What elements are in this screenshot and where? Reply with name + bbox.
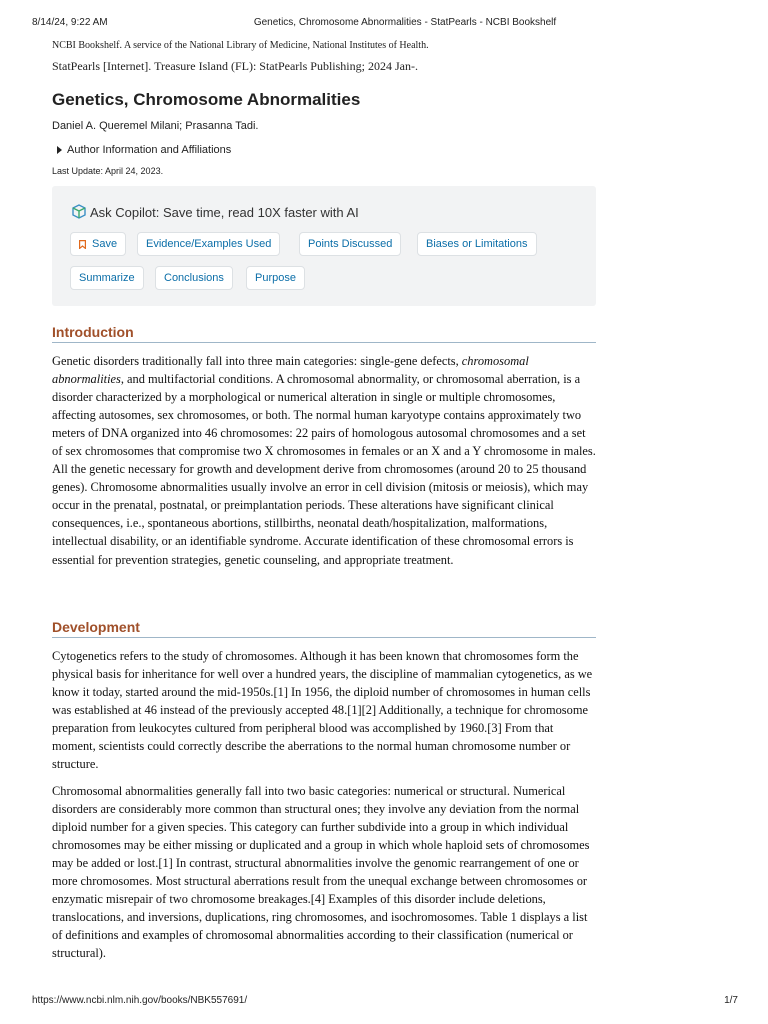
article — [52, 40, 596, 306]
copilot-panel — [52, 186, 596, 306]
intro-text-2: , and multifactorial conditions. A chromosomal abnormality, or chromosomal aberration, is a disorder characterized by a morphological or numerical alteration in single or multiple chromosomes, affecting autosomes, sex chromosomes, or both. The normal human karyotype contains approximately two meters of DNA organized into 46 chromosomes: 22 pairs of homologous autosomal chromosomes and a set of sex chromosomes that compromise two X chromosomes in females or an X and a Y chromosome in males. All the genetic necessary for growth and development derive from chromosomes (around 20 to 25 thousand genes). Chromosome abnormalities usually involve an error in cell division (mitosis or meiosis), which may occur in the prenatal, postnatal, or preimplantation periods. These alterations have significant clinical consequences, i.e., spontaneous abortions, stillbirths, neonatal death/hospitalization, malformations, intellectual disability, or an identifiable syndrome. Accurate identification of these chromosomal errors is essential for prevention strategies, genetic counseling, and appropriate treatment. — [52, 372, 596, 567]
copilot-evidence-button[interactable]: Evidence/Examples Used — [137, 232, 280, 256]
citation-line: StatPearls [Internet]. Treasure Island (FL): StatPearls Publishing; 2024 Jan-. — [52, 59, 418, 73]
save-label: Save — [92, 238, 118, 250]
copilot-heading-text: Ask Copilot: Save time, read 10X faster with AI — [90, 204, 359, 220]
page-title: Genetics, Chromosome Abnormalities — [52, 90, 361, 109]
print-datetime: 8/14/24, 9:22 AM — [32, 17, 108, 28]
introduction-paragraph — [52, 352, 596, 569]
print-url: https://www.ncbi.nlm.nih.gov/books/NBK557691/ — [32, 995, 248, 1006]
print-header — [32, 17, 738, 31]
copilot-biases-button[interactable]: Biases or Limitations — [417, 232, 537, 256]
author-info-label: Author Information and Affiliations — [67, 144, 232, 156]
intro-text-1: Genetic disorders traditionally fall into three main categories: single-gene defects, — [52, 354, 462, 368]
copilot-summarize-button[interactable]: Summarize — [70, 266, 144, 290]
article-body — [52, 324, 596, 994]
intro-italic: chromosomal abnormalities — [52, 354, 529, 387]
print-page-number: 1/7 — [724, 995, 738, 1006]
author-info-toggle[interactable] — [57, 144, 596, 156]
print-page-title: Genetics, Chromosome Abnormalities - StatPearls - NCBI Bookshelf — [253, 17, 557, 28]
copilot-save-button[interactable] — [70, 232, 126, 256]
copilot-conclusions-button[interactable]: Conclusions — [155, 266, 233, 290]
caret-right-icon — [57, 146, 62, 154]
copilot-icon — [70, 203, 88, 221]
authors[interactable]: Daniel A. Queremel Milani; Prasanna Tadi. — [52, 120, 259, 132]
copilot-purpose-button[interactable]: Purpose — [246, 266, 305, 290]
section-heading-development: Development — [52, 619, 596, 638]
copilot-heading[interactable] — [70, 203, 359, 221]
development-paragraph-2: Chromosomal abnormalities generally fall into two basic categories: numerical or structural. Numerical disorders are considerably more common than structural ones; they involve any deviation from the normal diploid number for a given species. This category can further subdivide into a group in which individual chromosomes may be either missing or duplicated and a group in which whole haploid sets of chromosomes may be added or lost.[1] In contrast, structural abnormalities involve the genomic rearrangement of one or more chromosomes. Most structural aberrations result from the unequal exchange between chromosomes or enzymatic misrepair of two chromosome breakages.[4] Examples of this disorder include deletions, translocations, and inversions, duplications, ring chromosomes, and isochromosomes. Table 1 displays a list of definitions and examples of chromosomal abnormalities according to their classification (numerical or structural). — [52, 784, 590, 961]
section-heading-introduction: Introduction — [52, 324, 596, 343]
development-paragraph-1: Cytogenetics refers to the study of chromosomes. Although it has been known that chromosomes form the physical basis for inheritance for well over a hundred years, the discipline of mammalian cytogenetics, as we know it today, started around the mid-1950s.[1] In 1956, the diploid number of chromosomes in human cells was established at 46 instead of the previously accepted 48.[1][2] Additionally, a technique for chromosome preparation from leukocytes cultured from peripheral blood was accomplished by 1960.[3] From that moment, scientists could correctly describe the aberrations to the normal human chromosome number or structure. — [52, 649, 593, 772]
print-footer — [32, 995, 738, 1009]
copilot-points-button[interactable]: Points Discussed — [299, 232, 401, 256]
bookmark-icon — [79, 240, 86, 249]
last-update: Last Update: April 24, 2023. — [52, 166, 164, 176]
service-line: NCBI Bookshelf. A service of the National Library of Medicine, National Institutes of Health. — [52, 40, 429, 51]
